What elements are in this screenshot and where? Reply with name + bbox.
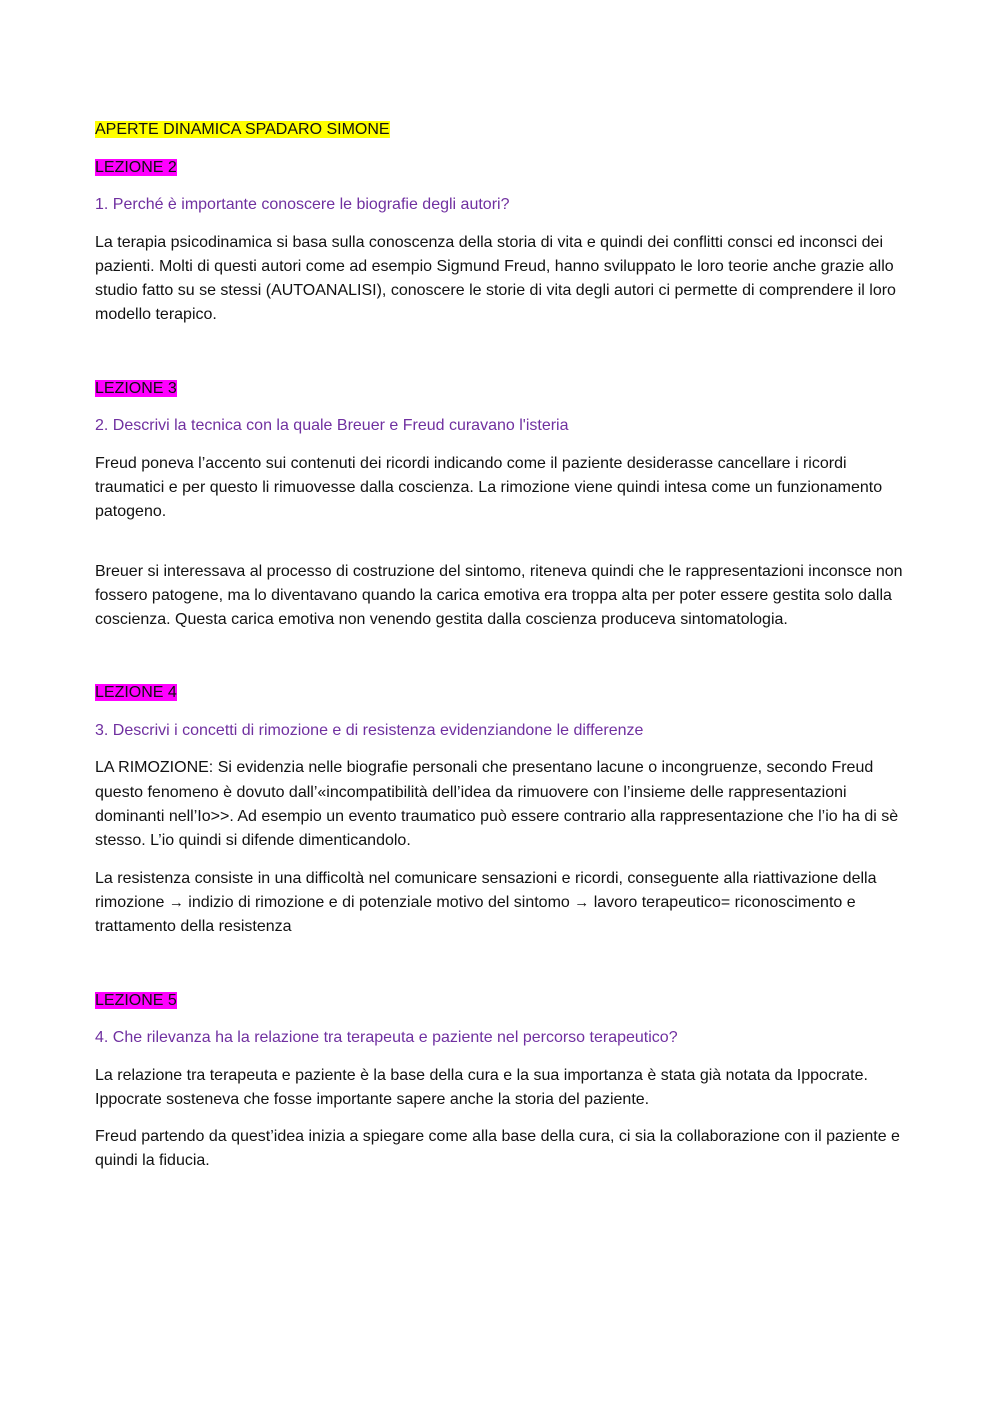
question-heading: 1. Perché è importante conoscere le biografie degli autori?: [95, 196, 510, 213]
resistance-text-part3: lavoro terapeutico= riconoscimento e trattamento della resistenza: [95, 893, 856, 936]
section-lezione-2: [95, 156, 907, 328]
lesson-label: [95, 989, 907, 1014]
resistance-text-part2: indizio di rimozione e di potenziale motivo del sintomo: [188, 893, 570, 911]
lesson-label-text: LEZIONE 5: [95, 991, 177, 1009]
answer-paragraph: La relazione tra terapeuta e paziente è la base della cura e la sua importanza è stata già notata da Ippocrate. Ippocrate sosteneva che fosse importante sapere anche la storia del paziente.: [95, 1066, 868, 1108]
section-lezione-5: [95, 989, 907, 1174]
question-heading: 2. Descrivi la tecnica con la quale Breuer e Freud curavano l'isteria: [95, 417, 569, 435]
answer-paragraph: Freud partendo da quest’idea inizia a spiegare come alla base della cura, ci sia la collaborazione con il paziente e quindi la fiducia.: [95, 1128, 900, 1170]
section-lezione-4: [95, 681, 907, 939]
question-heading: 4. Che rilevanza ha la relazione tra terapeuta e paziente nel percorso terapeutico?: [95, 1029, 678, 1047]
document-page: [95, 118, 907, 1187]
lesson-label: [95, 156, 907, 181]
question-heading: 3. Descrivi i concetti di rimozione e di resistenza evidenziandone le differenze: [95, 721, 644, 739]
answer-paragraph: LA RIMOZIONE: Si evidenzia nelle biografie personali che presentano lacune o incongruenze, secondo Freud questo fenomeno è dovuto dall’«incompatibilità dell’idea da rimuovere con l’insieme delle rappresentazioni dominanti nell’Io>>. Ad esempio un evento traumatico può essere contrario alla rappresentazione che l’io ha di sè stesso. L’io quindi si difende dimenticandolo.: [95, 759, 899, 850]
lesson-label-text: LEZIONE 2: [95, 158, 177, 176]
section-spacer: [95, 645, 907, 681]
section-spacer: [95, 341, 907, 377]
section-lezione-3: [95, 377, 907, 633]
document-title: [95, 118, 907, 143]
answer-paragraph: Freud poneva l’accento sui contenuti dei ricordi indicando come il paziente desiderasse cancellare i ricordi traumatici e per questo li rimuovesse dalla coscienza. La rimozione viene quindi intesa come un funzionamento patogeno.: [95, 454, 883, 521]
lesson-label: [95, 681, 907, 706]
lesson-label-text: LEZIONE 3: [95, 379, 177, 397]
resistance-paragraph: [95, 867, 907, 940]
paragraph-spacer: [95, 538, 907, 560]
lesson-label: [95, 377, 907, 402]
answer-paragraph: Breuer si interessava al processo di costruzione del sintomo, riteneva quindi che le rappresentazioni inconsce non fossero patogene, ma lo diventavano quando la carica emotiva era troppa alta per poter essere gestita solo dalla coscienza. Questa carica emotiva non venendo gestita dalla coscienza produceva sintomatologia.: [95, 562, 903, 629]
lesson-label-text: LEZIONE 4: [95, 684, 177, 702]
arrow-right-icon: →: [574, 893, 590, 911]
section-spacer: [95, 953, 907, 989]
resistance-text-part1: La resistenza consiste in una difficoltà nel comunicare sensazioni e ricordi, conseguente alla riattivazione della rimozione: [95, 869, 877, 911]
answer-paragraph: La terapia psicodinamica si basa sulla conoscenza della storia di vita e quindi dei conflitti consci ed inconsci dei pazienti. Molti di questi autori come ad esempio Sigmund Freud, hanno sviluppato le loro teorie anche grazie allo studio fatto su se stessi (AUTOANALISI), conoscere le storie di vita degli autori ci permette di comprendere il loro modello terapico.: [95, 233, 896, 324]
arrow-right-icon: →: [168, 893, 184, 911]
document-title-text: APERTE DINAMICA SPADARO SIMONE: [95, 121, 390, 138]
